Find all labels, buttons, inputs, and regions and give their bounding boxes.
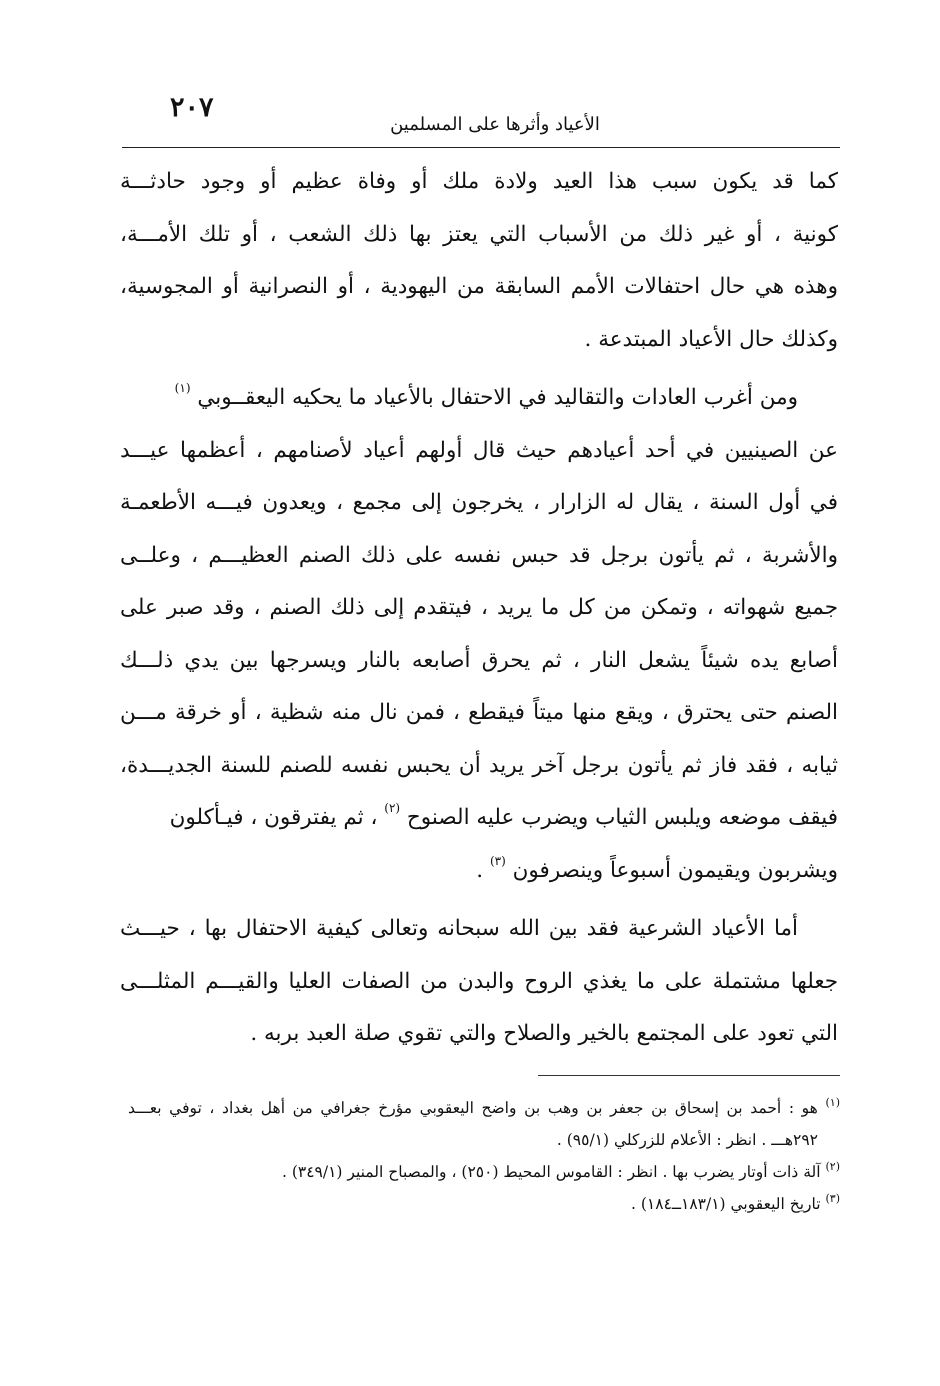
line-text: ويشربون ويقيمون أسبوعاً وينصرفون [512, 857, 838, 883]
footnote-marker: (٢) [825, 1160, 840, 1173]
text-line: كونية ، أو غير ذلك من الأسباب التي يعتز بها ذلك الشعب ، أو تلك الأمـــة، [120, 221, 838, 247]
text-line: أصابع يده شيئاً يشعل النار ، ثم يحرق أصابعه بالنار ويسرجها بين يدي ذلـــك [120, 647, 838, 673]
line-text: ، ثم يفترقون ، فيـأكلون [169, 805, 378, 830]
header-divider [122, 147, 840, 148]
footnote-ref-3[interactable]: (٣) [489, 853, 506, 868]
footnote-divider [538, 1075, 840, 1076]
footnote-marker: (٣) [825, 1192, 840, 1205]
text-line: عن الصينيين في أحد أعيادهم حيث قال أولهم أعياد لأصنامهم ، أعظمها عيـــد [120, 437, 838, 463]
text-line: في أول السنة ، يقال له الزارار ، يخرجون إلى مجمع ، ويعدون فيـــه الأطعمـة [120, 490, 838, 515]
footnote-1-continued: ٢٩٢هـــ . انظر : الأعلام للزركلي (٩٥/١) . [556, 1131, 818, 1149]
footnote-text: آلة ذات أوتار يضرب بها . انظر : القاموس المحيط (٢٥٠) ، والمصباح المنير (٣٤٩/١) . [281, 1163, 821, 1181]
footnote-marker: (١) [825, 1096, 840, 1109]
footnote-1 [128, 1092, 840, 1124]
text-line: والأشربة ، ثم يأتون برجل قد حبس نفسه على ذلك الصنم العظيـــم ، وعلــى [120, 542, 838, 568]
footnote-ref-1[interactable]: (١) [174, 381, 191, 395]
footnote-text: هو : أحمد بن إسحاق بن جعفر بن وهب بن واضح اليعقوبي مؤرخ جغرافي من أهل بغداد ، توفي بعـــد [128, 1099, 818, 1117]
footnote-text: تاريخ اليعقوبي (١٨٣/١ــ١٨٤) . [631, 1195, 821, 1213]
text-line [120, 792, 838, 845]
line-text: فيقف موضعه ويلبس الثياب ويضرب عليه الصنوح [406, 805, 838, 830]
text-line: وهذه هي حال احتفالات الأمم السابقة من اليهودية ، أو النصرانية أو المجوسية، [120, 274, 838, 299]
page-number: ٢٠٧ [170, 92, 214, 123]
footnote-2 [128, 1156, 840, 1188]
footnotes [128, 1092, 840, 1220]
text-line: الصنم حتى يحترق ، ويقع منها ميتاً فيقطع ، فمن نال منه شظية ، أو خرقة مـــن [120, 700, 838, 725]
text-line: كما قد يكون سبب هذا العيد ولادة ملك أو وفاة عظيم أو وجود حادثـــة [120, 169, 838, 194]
footnote-3 [128, 1188, 840, 1220]
footnote-ref-2[interactable]: (٢) [384, 801, 401, 815]
line-text: . [476, 857, 484, 883]
page-header [120, 92, 840, 144]
text-line: التي تعود على المجتمع بالخير والصلاح والتي تقوي صلة العبد بربه . [250, 1021, 838, 1046]
text-line: وكذلك حال الأعياد المبتدعة . [584, 326, 838, 352]
text-line: ثيابه ، فقد فاز ثم يأتون برجل آخر يريد أن يحبس نفسه للصنم للسنة الجديـــدة، [120, 752, 838, 778]
text-line: أما الأعياد الشرعية فقد بين الله سبحانه وتعالى كيفية الاحتفال بها ، حيـــث [120, 916, 798, 941]
text-line [120, 845, 838, 898]
line-text: ومن أغرب العادات والتقاليد في الاحتفال بالأعياد ما يحكيه اليعقــوبي [197, 385, 798, 410]
running-title: الأعياد وأثرها على المسلمين [390, 114, 600, 135]
text-line: جعلها مشتملة على ما يغذي الروح والبدن من الصفات العليا والقيـــم المثلـــى [120, 968, 838, 994]
main-text [120, 156, 838, 1061]
text-line: جميع شهواته ، وتمكن من كل ما يريد ، فيتقدم إلى ذلك الصنم ، وقد صبر على [120, 595, 838, 620]
text-line [120, 372, 838, 425]
